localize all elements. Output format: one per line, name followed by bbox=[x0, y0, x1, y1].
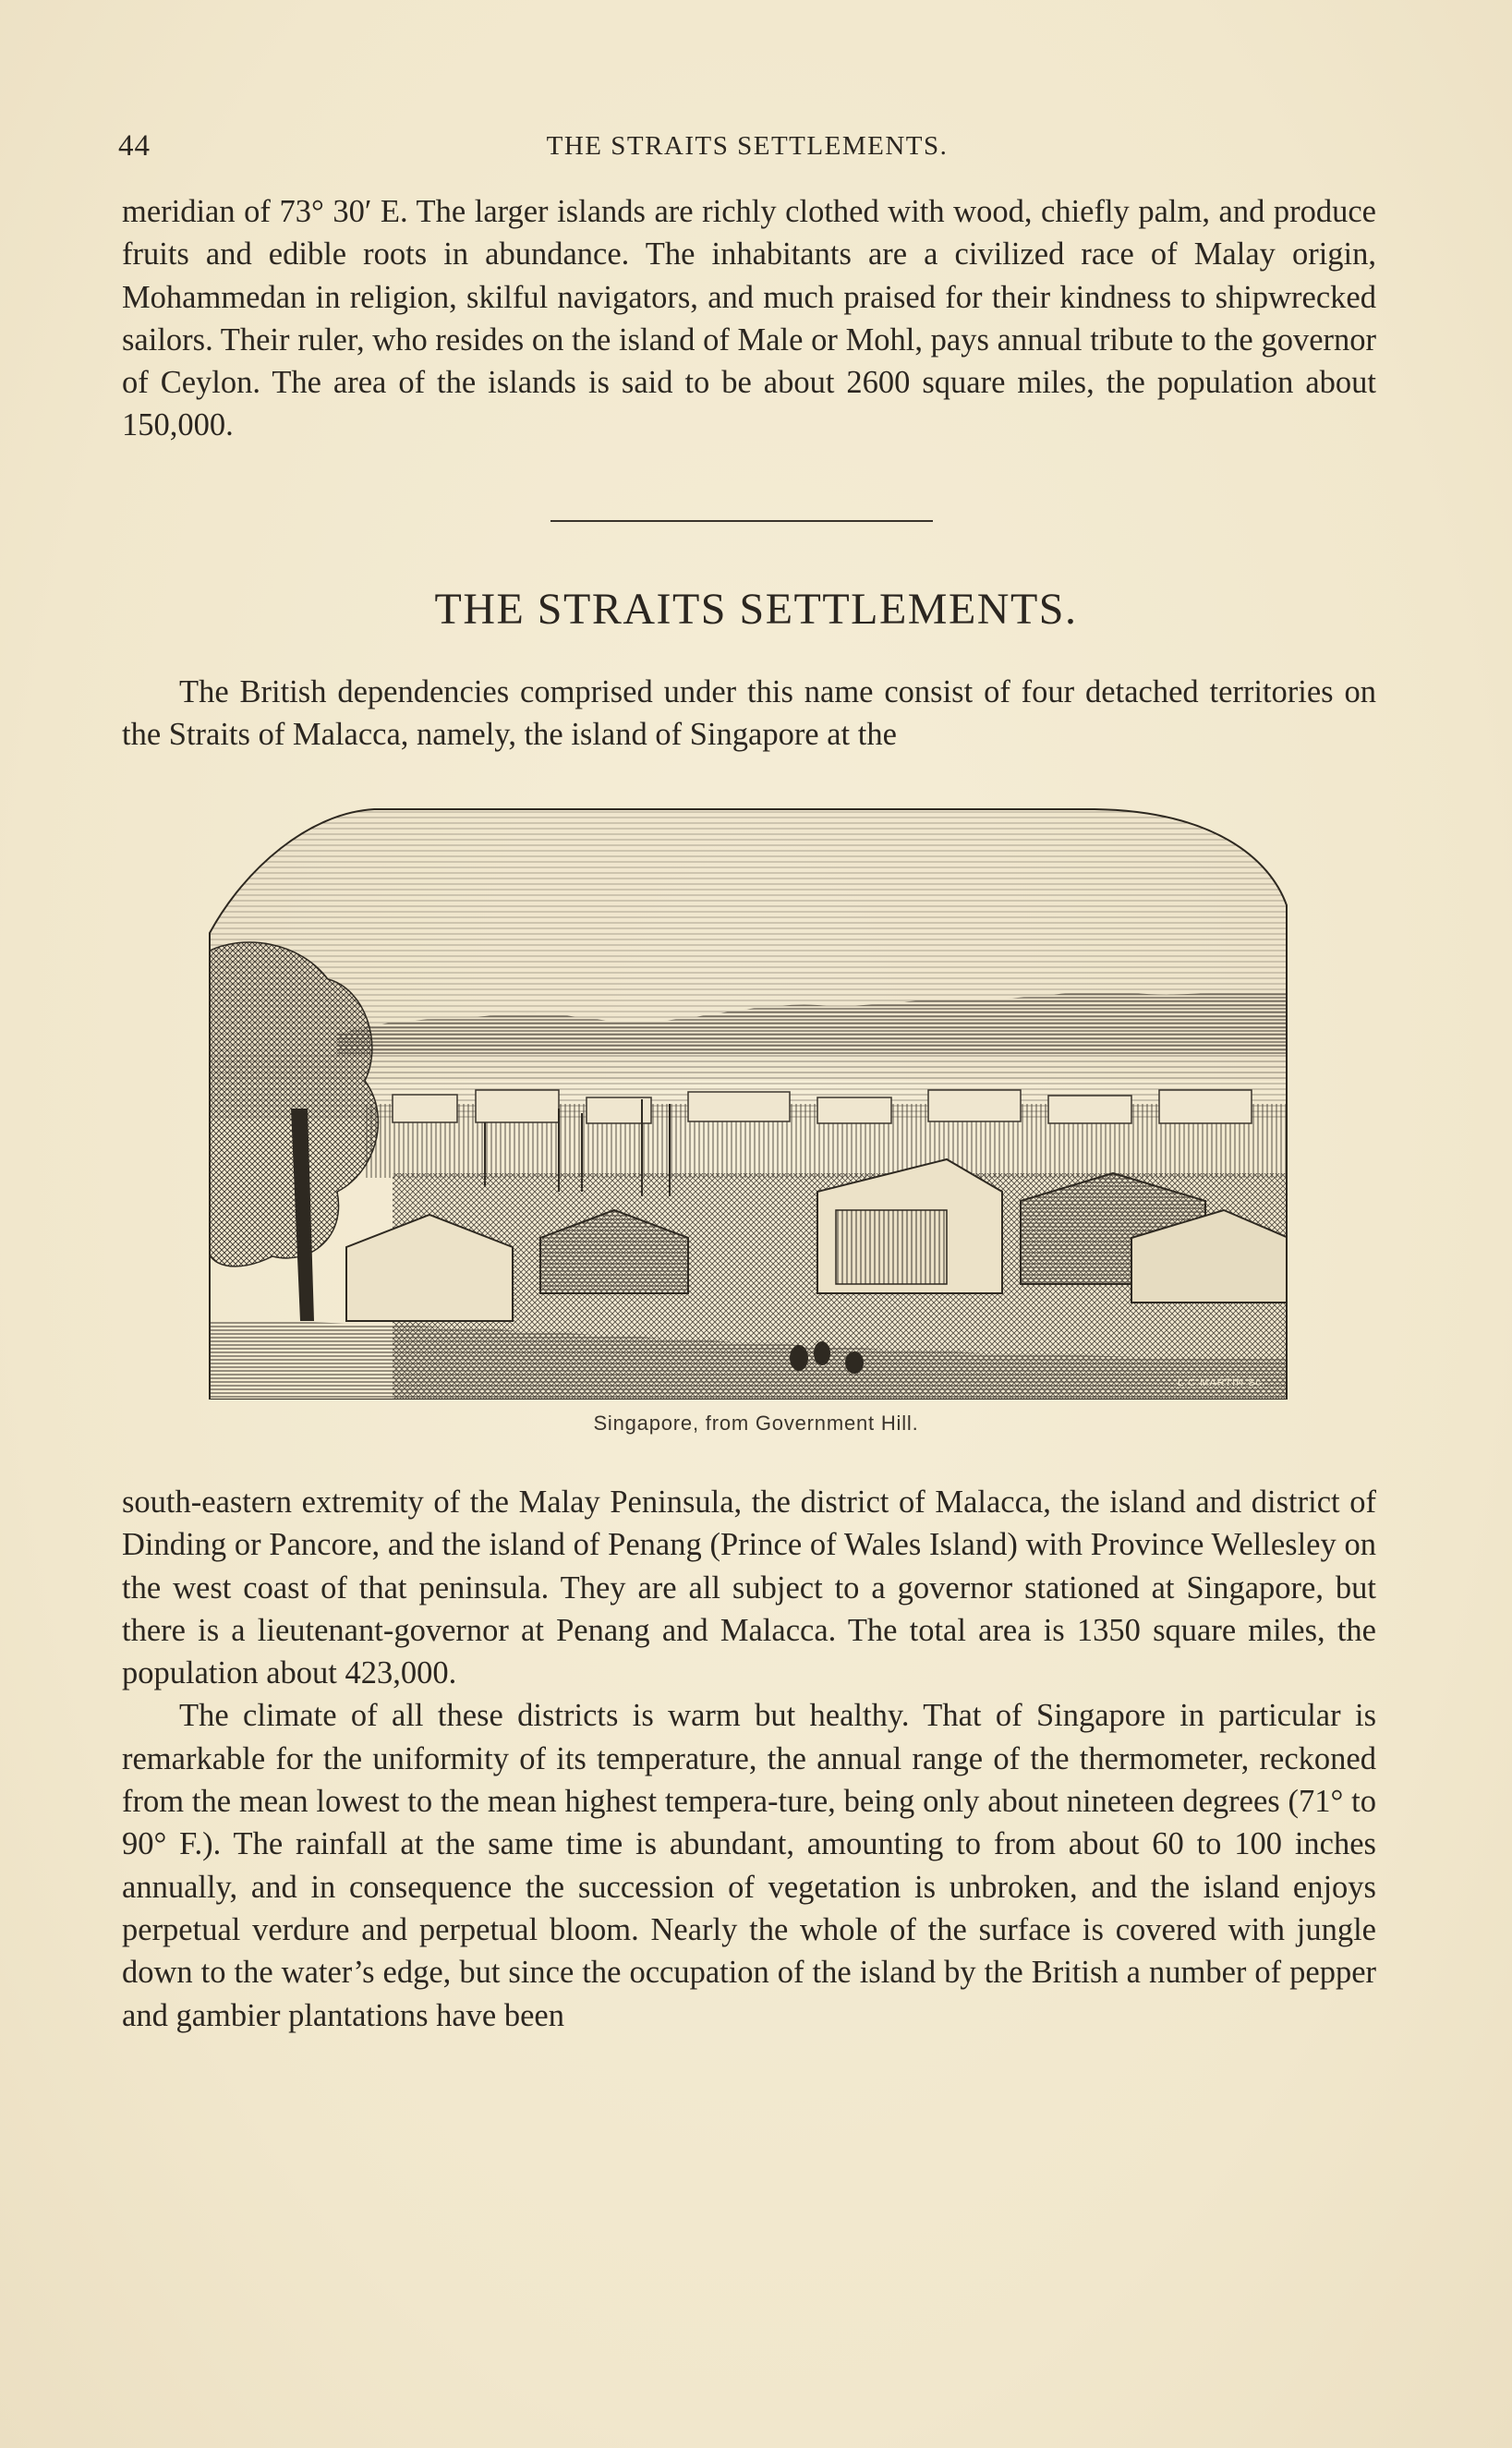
running-title: THE STRAITS SETTLEMENTS. bbox=[546, 131, 949, 161]
running-head bbox=[118, 129, 1376, 166]
paragraph-2: The climate of all these districts is warm but healthy. That of Singapore in particular is remarkable for the uniformity of its temperature, the annual range of the thermometer, reckoned from the mean lowest to the mean highest tempera-ture, being only about nineteen degrees (71° to 90° F.). The rainfall at the same time is abundant, amounting to from about 60 to 100 inches annually, and in consequence the succession of vegetation is unbroken, and the island enjoys perpetual verdure and perpetual bloom. Nearly the whole of the surface is covered with jungle down to the water’s edge, but since the occupation of the island by the British a number of pepper and gambier plantations have been bbox=[122, 1698, 1376, 2033]
section-divider-rule bbox=[550, 520, 933, 522]
paragraph-1: south-eastern extremity of the Malay Peninsula, the district of Malacca, the island and district of Dinding or Pancore, and the island of Penang (Prince of Wales Island) with Province Wellesley on the west coast of that peninsula. They are all subject to a governor stationed at Singapore, but there is a lieutenant-governor at Penang and Malacca. The total area is 1350 square miles, the population about 423,000. bbox=[122, 1485, 1376, 1691]
main-text-block bbox=[122, 1481, 1376, 2037]
top-paragraph-block bbox=[122, 190, 1376, 447]
section-intro-paragraph: The British dependencies comprised under this name consist of four detached territories on the Straits of Malacca, namely, the island of Singapore at the bbox=[122, 674, 1376, 753]
engraving-illustration bbox=[208, 804, 1288, 1400]
page-number: 44 bbox=[118, 129, 151, 163]
figure-caption: Singapore, from Government Hill. bbox=[593, 1412, 919, 1435]
singapore-engraving bbox=[208, 804, 1288, 1400]
section-intro-block bbox=[122, 671, 1376, 757]
top-paragraph: meridian of 73° 30′ E. The larger islands are richly clothed with wood, chiefly palm, and produce fruits and edible roots in abundance. The inhabitants are a civilized race of Malay origin, Mohammedan in religion, skilful navigators, and much praised for their kindness to shipwrecked sailors. Their ruler, who resides on the island of Male or Mohl, pays annual tribute to the governor of Ceylon. The area of the islands is said to be about 2600 square miles, the population about 150,000. bbox=[122, 194, 1376, 443]
section-title: THE STRAITS SETTLEMENTS. bbox=[434, 585, 1078, 634]
engraver-signature: L.C.MARTIN Sc. bbox=[1178, 1377, 1266, 1388]
